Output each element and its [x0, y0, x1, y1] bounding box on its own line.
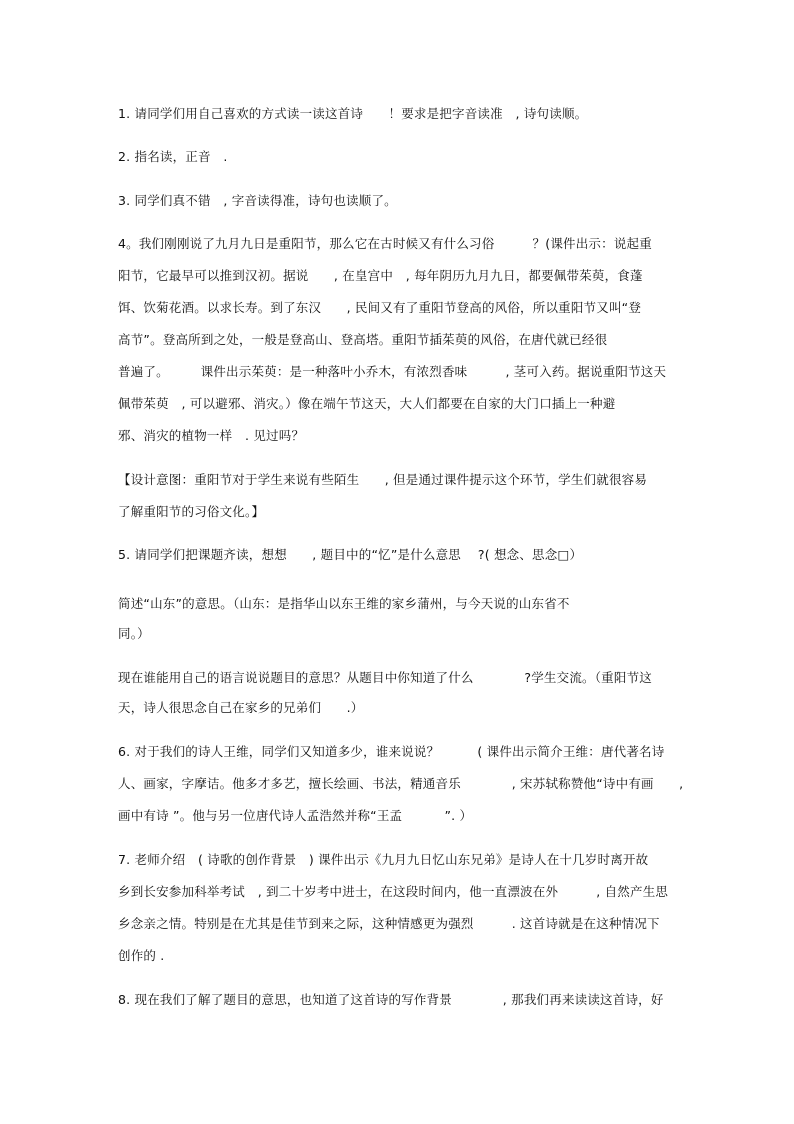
paragraph-5-line-3: 同。）	[118, 626, 150, 641]
paragraph-5-line-1: 5. 请同学们把课题齐读，想想 , 题目中的“忆”是什么意思 ?( 想念、思念□）	[118, 547, 583, 562]
paragraph-4-line-6: 佩带茱萸 , 可以避邪、消灾。）像在端午节这天，大人们都要在自家的大门口插上一种避	[118, 396, 616, 411]
design-intent-line-2: 了解重阳节的习俗文化。】	[118, 504, 265, 519]
paragraph-5-line-2: 简述“山东”的意思。（山东：是指华山以东王维的家乡蒲州，与今天说的山东省不	[118, 596, 570, 611]
paragraph-7-line-4: 创作的 .	[118, 948, 165, 963]
paragraph-6-line-3: 画中有诗 ”。他与另一位唐代诗人孟浩然并称“王孟 ”. ）	[118, 808, 473, 823]
paragraph-1-line-1: 1. 请同学们用自己喜欢的方式读一读这首诗 ！要求是把字音读准 , 诗句读顺。	[118, 106, 588, 121]
paragraph-6-line-2: 人、画家，字摩诘。他多才多艺，擅长绘画、书法，精通音乐 , 宋苏轼称赞他“诗中有画 ,	[118, 776, 684, 791]
paragraph-7-line-3: 乡念亲之情。特别是在尤其是佳节到来之际，这种情感更为强烈 . 这首诗就是在这种情况下	[118, 916, 660, 931]
paragraph-7-line-2: 乡到长安参加科举考试 , 到二十岁考中进士，在这段时间内，他一直漂波在外 , 自然产生思	[118, 884, 669, 899]
paragraph-5b-line-1: 现在谁能用自己的语言说说题目的意思？从题目中你知道了什么 ?学生交流。（重阳节这	[118, 670, 652, 685]
paragraph-5b-line-2: 天，诗人很思念自己在家乡的兄弟们 .）	[118, 700, 364, 715]
paragraph-4-line-7: 邪、消灾的植物一样 . 见过吗？	[118, 428, 305, 443]
paragraph-2-line-1: 2. 指名读，正音 .	[118, 149, 228, 164]
paragraph-4-line-4: 高节”。登高所到之处，一般是登高山、登高塔。重阳节插茱萸的风俗，在唐代就已经很	[118, 332, 608, 347]
paragraph-6-line-1: 6. 对于我们的诗人王维，同学们又知道多少，谁来说说？ ( 课件出示简介王维：唐代著名诗	[118, 744, 665, 759]
paragraph-4-line-1: 4。我们刚刚说了九月九日是重阳节，那么它在古时候又有什么习俗 ？(课件出示：说起重	[118, 236, 652, 251]
paragraph-7-line-1: 7. 老师介绍 ( 诗歌的创作背景 ) 课件出示《九月九日忆山东兄弟》是诗人在十几岁时离开故	[118, 852, 649, 867]
paragraph-4-line-3: 饵、饮菊花酒。以求长寿。到了东汉 , 民间又有了重阳节登高的风俗，所以重阳节又叫“登	[118, 300, 642, 315]
paragraph-4-line-5: 普遍了。 课件出示茱萸：是一种落叶小乔木，有浓烈香味 , 茎可入药。据说重阳节这天	[118, 364, 667, 379]
design-intent-line-1: 【设计意图：重阳节对于学生来说有些陌生 , 但是通过课件提示这个环节，学生们就很容易	[118, 472, 648, 487]
paragraph-3-line-1: 3. 同学们真不错 , 字音读得准，诗句也读顺了。	[118, 193, 397, 208]
paragraph-8-line-1: 8. 现在我们了解了题目的意思，也知道了这首诗的写作背景 , 那我们再来读读这首诗，好	[118, 992, 664, 1007]
paragraph-4-line-2: 阳节，它最早可以推到汉初。据说 , 在皇宫中 , 每年阴历九月九日，都要佩带茱萸，食蓬	[118, 268, 643, 283]
